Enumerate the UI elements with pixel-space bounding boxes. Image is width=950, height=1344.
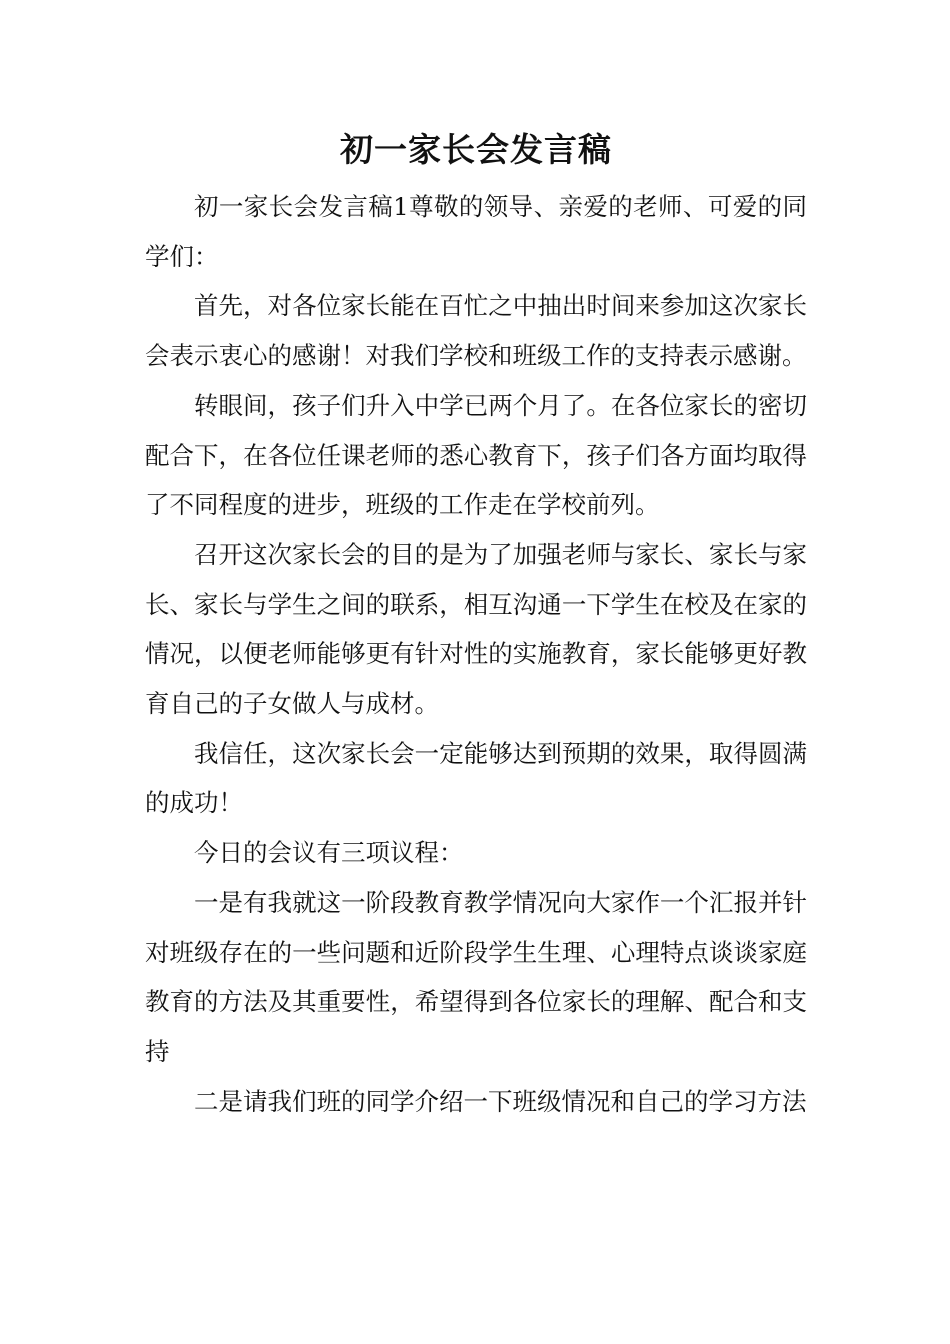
paragraph-confidence: 我信任，这次家长会一定能够达到预期的效果，取得圆满的成功！ [145, 738, 807, 818]
document-page [145, 122, 807, 1126]
paragraph-greeting: 初一家长会发言稿1尊敬的领导、亲爱的老师、可爱的同学们： [145, 192, 807, 271]
paragraph-agenda-item-2: 二是请我们班的同学介绍一下班级情况和自己的学习方法 [194, 1086, 807, 1116]
paragraph-agenda-item-1: 一是有我就这一阶段教育教学情况向大家作一个汇报并针对班级存在的一些问题和近阶段学生生理、心理特点谈谈家庭教育的方法及其重要性，希望得到各位家长的理解、配合和支持 [145, 887, 807, 1066]
document-title: 初一家长会发言稿 [340, 130, 612, 169]
paragraph-purpose: 召开这次家长会的目的是为了加强老师与家长、家长与家长、家长与学生之间的联系，相互沟通一下学生在校及在家的情况，以便老师能够更有针对性的实施教育，家长能够更好教育自己的子女做人与成材。 [145, 539, 807, 719]
paragraph-thanks: 首先，对各位家长能在百忙之中抽出时间来参加这次家长会表示衷心的感谢！对我们学校和班级工作的支持表示感谢。 [145, 291, 807, 371]
paragraph-agenda-intro: 今日的会议有三项议程： [194, 838, 464, 868]
paragraph-progress: 转眼间，孩子们升入中学已两个月了。在各位家长的密切配合下，在各位任课老师的悉心教育下，孩子们各方面均取得了不同程度的进步，班级的工作走在学校前列。 [145, 390, 807, 520]
